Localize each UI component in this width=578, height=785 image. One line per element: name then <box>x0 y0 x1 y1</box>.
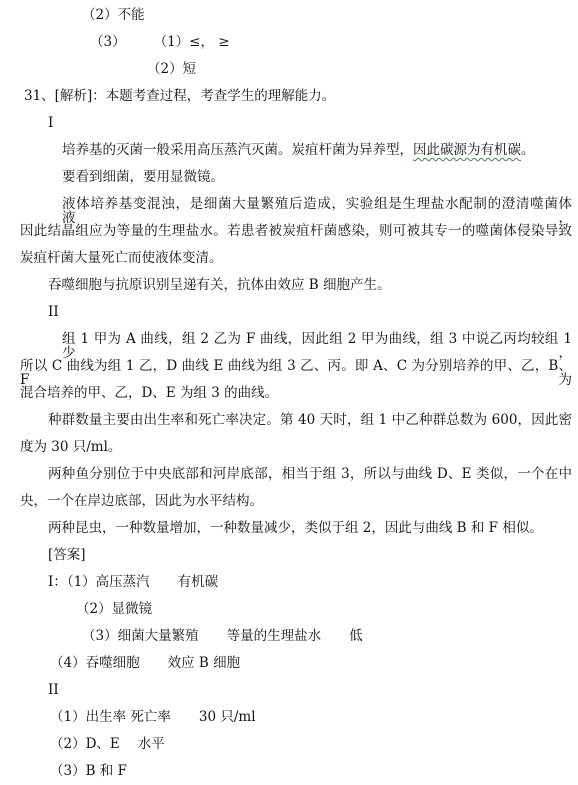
answer-text: 30 只/ml <box>198 709 256 725</box>
answer-text: （2）D、E <box>50 736 120 752</box>
paragraph-line: 因此结晶组应为等量的生理盐水。若患者被炭疽杆菌感染，则可被其专一的噬菌体侵染导致 <box>20 223 572 239</box>
answer-text: （4）吞噬细胞 <box>50 655 140 671</box>
paragraph-line: 组 1 甲为 A 曲线，组 2 乙为 F 曲线，因此组 2 甲为曲线，组 3 中说乙丙均较组 1 少， <box>62 331 572 361</box>
answer-line <box>90 36 230 50</box>
paragraph-line: 两种鱼分别位于中央底部和河岸底部，相当于组 3，所以与曲线 D、E 类似，一个在中 <box>48 466 572 482</box>
paragraph-line: 种群数量主要由出生率和死亡率决定。第 40 天时，组 1 中乙种群总数为 600，因此密 <box>48 412 572 428</box>
answer-text: 等量的生理盐水 <box>226 628 322 644</box>
section-numeral: II <box>48 682 59 698</box>
answer-line: （2）显微镜 <box>76 601 153 617</box>
answer-line <box>82 630 363 644</box>
paragraph-line: 央，一个在岸边底部，因此为水平结构。 <box>20 493 263 509</box>
answer-line <box>48 576 218 590</box>
answer-line <box>50 738 165 752</box>
answer-line: （2）短 <box>147 61 197 77</box>
paragraph-line: 炭疽杆菌大量死亡而使液体变清。 <box>20 250 223 266</box>
answer-text: 效应 B 细胞 <box>167 655 241 671</box>
answer-text: 有机碳 <box>177 574 219 590</box>
answer-line <box>50 657 240 671</box>
paragraph-line: 混合培养的甲、乙，D、E 为组 3 的曲线。 <box>20 385 279 401</box>
answer-text: （3）细菌大量繁殖 <box>82 628 199 644</box>
answer-text: （1）≤， ≥ <box>153 34 230 50</box>
answer-text: 低 <box>349 628 363 644</box>
answer-label: [答案] <box>48 547 86 563</box>
paragraph-line: 所以 C 曲线为组 1 乙，D 曲线 E 曲线为组 3 乙、丙。即 A、C 为分别培养的甲、乙，B、F 为 <box>20 358 572 388</box>
paragraph <box>62 144 535 158</box>
paragraph: 要看到细菌，要用显微镜。 <box>62 169 224 185</box>
answer-text: 水平 <box>137 736 165 752</box>
question-header: 31、[解析]：本题考查过程，考查学生的理解能力。 <box>24 88 336 104</box>
text-segment: 培养基的灭菌一般采用高压蒸汽灭菌。炭疽杆菌为异养型， <box>62 142 413 158</box>
paragraph-line: 度为 30 只/ml。 <box>20 439 122 455</box>
answer-line <box>50 711 256 725</box>
paragraph: 两种昆虫，一种数量增加，一种数量减少，类似于组 2，因此与曲线 B 和 F 相似。 <box>48 520 543 536</box>
answer-line: （2）不能 <box>82 7 145 23</box>
section-numeral: I <box>48 115 54 131</box>
text-segment: 。 <box>521 142 535 158</box>
paragraph-line: 液体培养基变混浊，是细菌大量繁殖后造成，实验组是生理盐水配制的澄清噬菌体液， <box>62 196 572 226</box>
answer-text: （1）出生率 死亡率 <box>50 709 171 725</box>
answer-number: （3） <box>90 34 126 50</box>
answer-text: I：（1）高压蒸汽 <box>48 574 150 590</box>
answer-line: （3）B 和 F <box>50 763 127 779</box>
paragraph: 吞噬细胞与抗原识别呈递有关，抗体由效应 B 细胞产生。 <box>48 277 391 293</box>
section-numeral: II <box>48 304 59 320</box>
underlined-text: 因此碳源为有机碳 <box>413 142 521 158</box>
